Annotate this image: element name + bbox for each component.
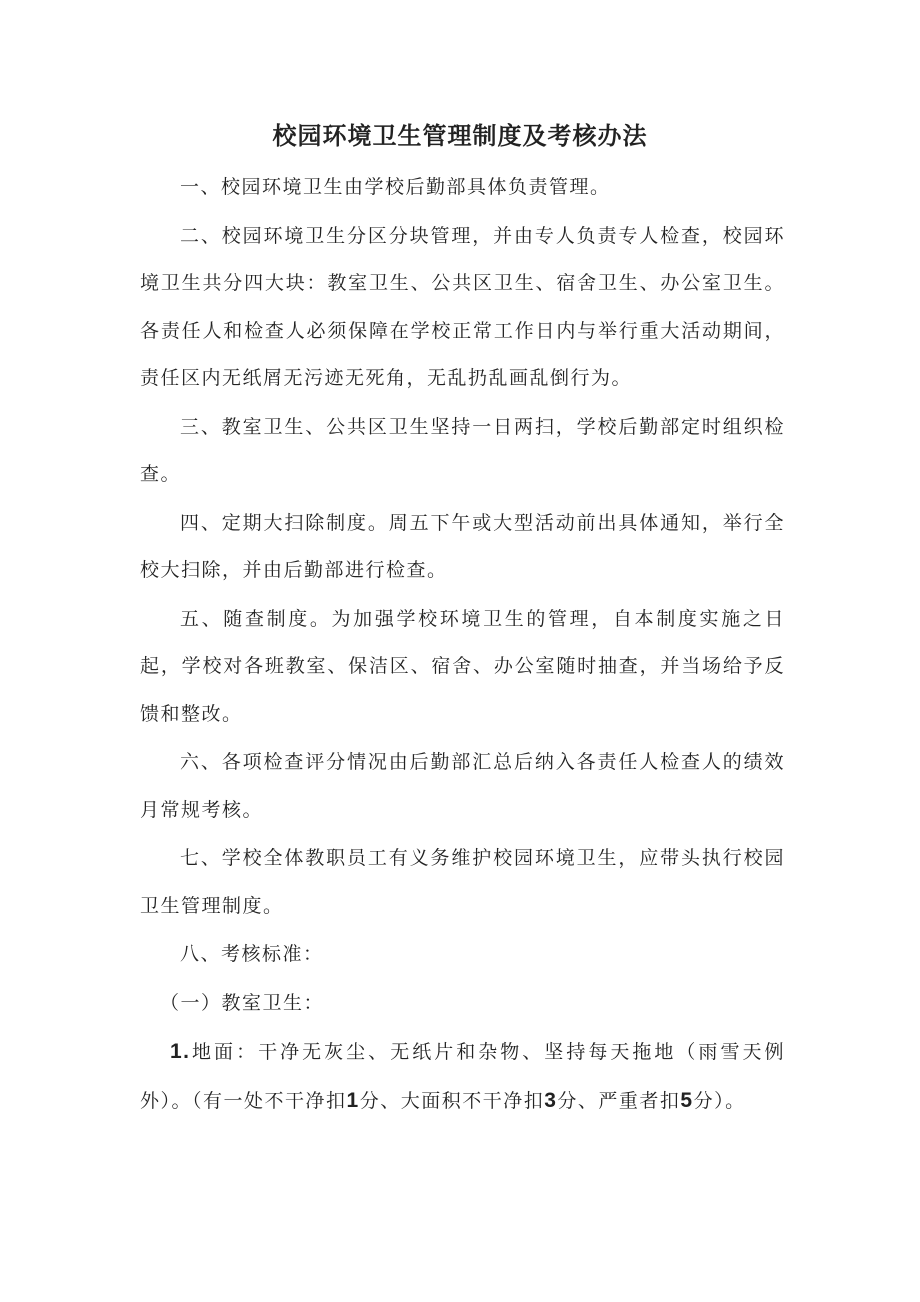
item-1-text-d: 分）。 bbox=[693, 1089, 746, 1112]
document-body bbox=[140, 164, 785, 1126]
item-1-number: 1. bbox=[170, 1040, 191, 1063]
item-1-text-a: 地面：干净无灰尘、无纸片和杂物、坚持每天拖地（雨雪天例外）。（有一处不干净扣 bbox=[140, 1041, 785, 1112]
paragraph-5: 五、随查制度。为加强学校环境卫生的管理，自本制度实施之日起，学校对各班教室、保洁区、宿舍、办公室随时抽查，并当场给予反馈和整改。 bbox=[140, 607, 785, 725]
paragraph-4: 四、定期大扫除制度。周五下午或大型活动前出具体通知，举行全校大扫除，并由后勤部进行检查。 bbox=[140, 511, 785, 581]
item-1-text-c: 分、严重者扣 bbox=[557, 1089, 681, 1112]
paragraph-2: 二、校园环境卫生分区分块管理，并由专人负责专人检查，校园环境卫生共分四大块：教室卫生、公共区卫生、宿舍卫生、办公室卫生。各责任人和检查人必须保障在学校正常工作日内与举行重大活动期间，责任区内无纸屑无污迹无死角，无乱扔乱画乱倒行为。 bbox=[140, 224, 785, 389]
item-1-n2: 3 bbox=[544, 1088, 558, 1112]
paragraph-1: 一、校园环境卫生由学校后勤部具体负责管理。 bbox=[180, 176, 611, 198]
document-title: 校园环境卫生管理制度及考核办法 bbox=[272, 122, 648, 150]
item-1-floor bbox=[140, 1028, 785, 1125]
paragraph-3: 三、教室卫生、公共区卫生坚持一日两扫，学校后勤部定时组织检查。 bbox=[140, 415, 785, 485]
item-1-n1: 1 bbox=[346, 1088, 360, 1112]
paragraph-7: 七、学校全体教职员工有义务维护校园环境卫生，应带头执行校园卫生管理制度。 bbox=[140, 847, 785, 917]
item-1-text-b: 分、大面积不干净扣 bbox=[359, 1089, 545, 1112]
section-heading-classroom: （一）教室卫生： bbox=[160, 991, 325, 1014]
paragraph-6: 六、各项检查评分情况由后勤部汇总后纳入各责任人检查人的绩效月常规考核。 bbox=[140, 751, 785, 821]
paragraph-8: 八、考核标准： bbox=[180, 943, 324, 965]
item-1-n3: 5 bbox=[680, 1088, 694, 1112]
